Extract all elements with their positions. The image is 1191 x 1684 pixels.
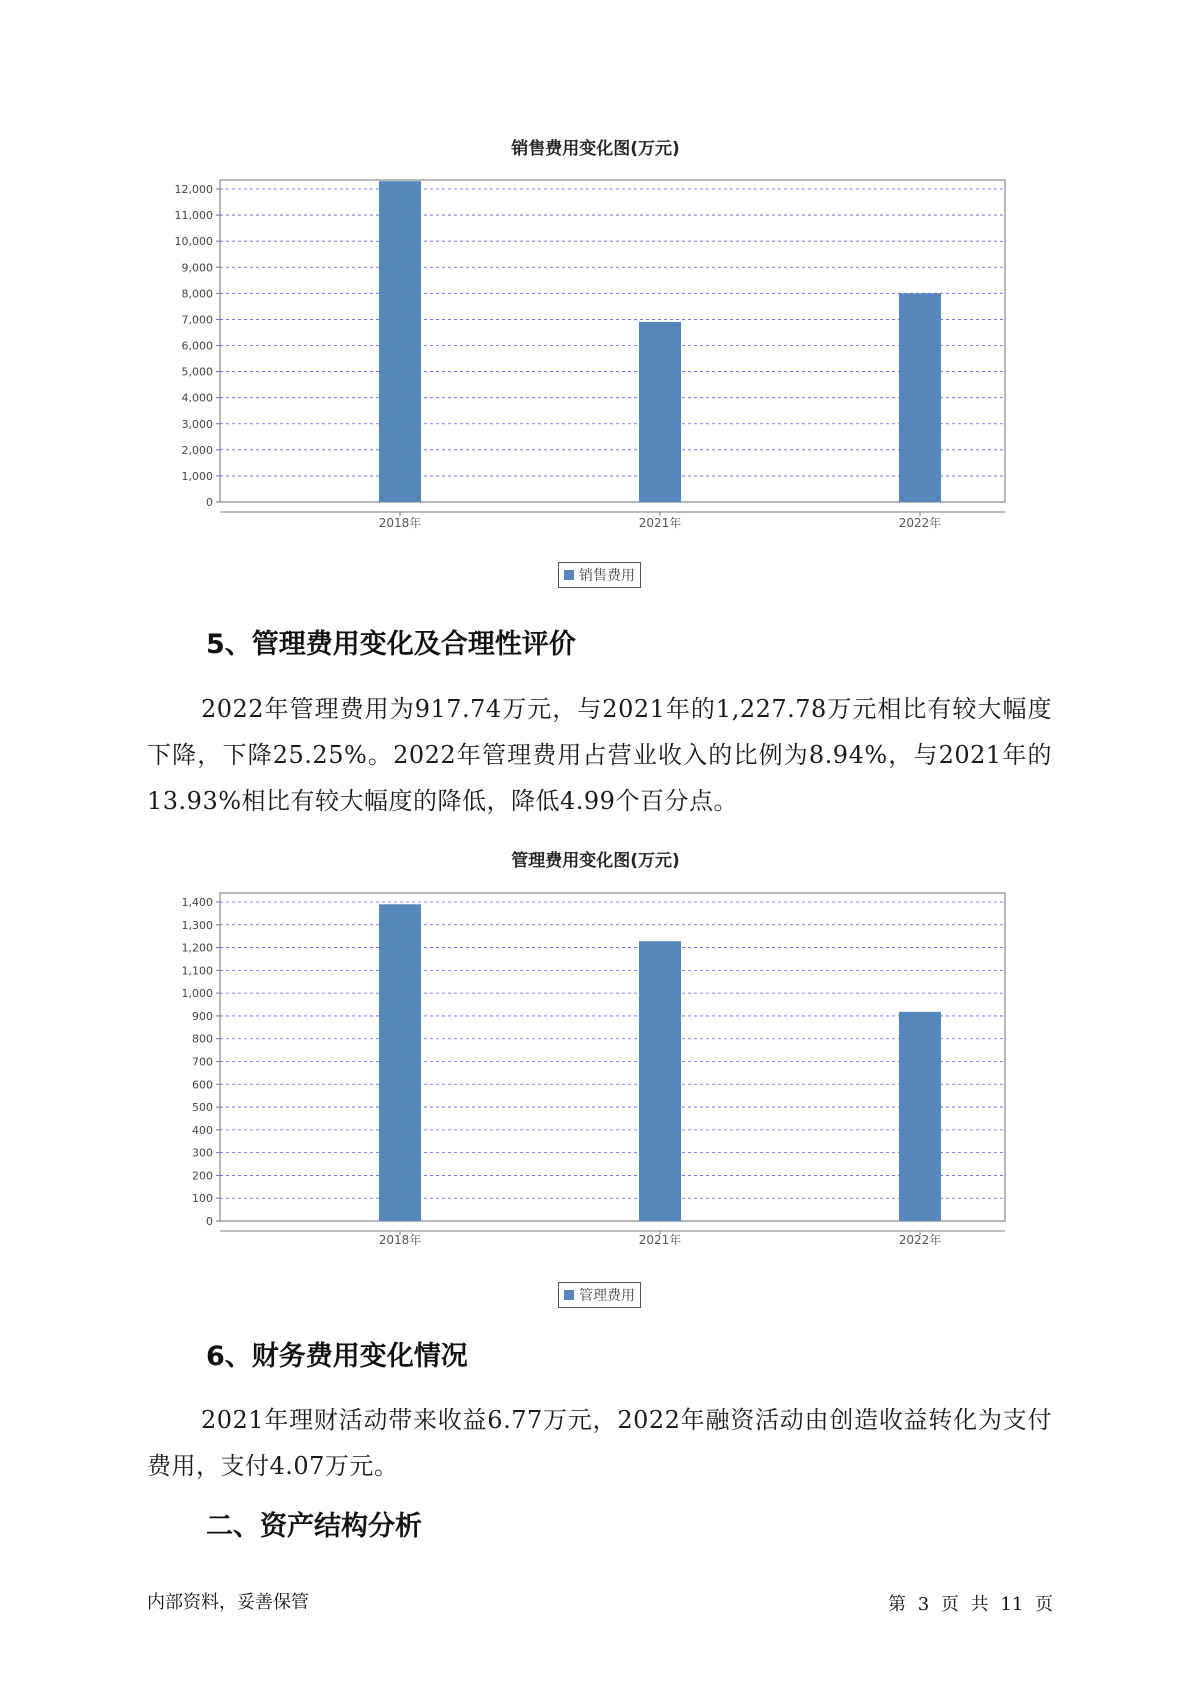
x-tick-label: 2018年: [378, 516, 422, 530]
chart2-legend-label: 管理费用: [579, 1288, 635, 1304]
y-tick-label: 600: [192, 1078, 213, 1092]
bar-2018年: [379, 904, 421, 1221]
chart2-title: 管理费用变化图(万元): [511, 851, 680, 871]
x-tick-label: 2022年: [898, 1233, 942, 1247]
section2-heading: 二、资产结构分析: [206, 1511, 422, 1542]
section5-heading: 5、管理费用变化及合理性评价: [206, 629, 576, 660]
y-tick-label: 12,000: [174, 183, 213, 196]
footer-page-number: 第 3 页 共 11 页: [888, 1594, 1053, 1615]
y-tick-label: 11,000: [174, 209, 213, 223]
y-tick-label: 400: [192, 1123, 213, 1137]
bar-2021年: [639, 322, 681, 502]
y-tick-label: 700: [192, 1055, 213, 1069]
y-tick-label: 100: [192, 1192, 213, 1206]
bar-2021年: [639, 941, 681, 1221]
y-tick-label: 8,000: [181, 287, 213, 301]
y-tick-label: 1,300: [181, 918, 213, 932]
chart2-admin-expense: [150, 888, 1010, 1268]
bar-2022年: [899, 1012, 941, 1221]
y-tick-label: 9,000: [181, 261, 213, 275]
plot-area: [220, 180, 1005, 502]
chart2-legend: [558, 1282, 641, 1308]
chart1-sales-expense: [150, 175, 1010, 545]
legend-swatch-icon: [564, 1290, 574, 1300]
x-tick-label: 2018年: [378, 1233, 422, 1247]
y-tick-label: 200: [192, 1169, 213, 1183]
y-tick-label: 4,000: [181, 391, 213, 405]
y-tick-label: 10,000: [174, 235, 213, 249]
y-tick-label: 1,400: [181, 896, 213, 909]
bar-2018年: [379, 181, 421, 502]
x-tick-label: 2021年: [638, 516, 682, 530]
x-tick-label: 2021年: [638, 1233, 682, 1247]
chart1-legend-label: 销售费用: [579, 568, 635, 584]
y-tick-label: 500: [192, 1101, 213, 1115]
y-tick-label: 2,000: [181, 443, 213, 457]
chart1-legend: [558, 562, 641, 588]
y-tick-label: 6,000: [181, 339, 213, 353]
section6-heading: 6、财务费用变化情况: [206, 1341, 468, 1372]
x-tick-label: 2022年: [898, 516, 942, 530]
bar-2022年: [899, 293, 941, 502]
y-tick-label: 0: [206, 1215, 213, 1228]
y-tick-label: 900: [192, 1009, 213, 1023]
y-tick-label: 0: [206, 496, 213, 509]
plot-area: [220, 893, 1005, 1221]
chart1-title: 销售费用变化图(万元): [511, 139, 680, 159]
y-tick-label: 300: [192, 1146, 213, 1160]
y-tick-label: 1,100: [181, 964, 213, 978]
y-tick-label: 1,200: [181, 941, 213, 955]
y-tick-label: 3,000: [181, 417, 213, 431]
section5-paragraph: 2022年管理费用为917.74万元，与2021年的1,227.78万元相比有较大幅度下降，下降25.25%。2022年管理费用占营业收入的比例为8.94%，与2021年的13.93%相比有较大幅度的降低，降低4.99个百分点。: [147, 695, 1052, 815]
legend-swatch-icon: [564, 570, 574, 580]
footer-confidential-note: 内部资料，妥善保管: [147, 1592, 309, 1613]
y-tick-label: 7,000: [181, 313, 213, 327]
section6-paragraph: 2021年理财活动带来收益6.77万元，2022年融资活动由创造收益转化为支付费用，支付4.07万元。: [147, 1406, 1052, 1480]
y-tick-label: 1,000: [181, 987, 213, 1001]
y-tick-label: 5,000: [181, 365, 213, 379]
y-tick-label: 1,000: [181, 469, 213, 483]
y-tick-label: 800: [192, 1032, 213, 1046]
